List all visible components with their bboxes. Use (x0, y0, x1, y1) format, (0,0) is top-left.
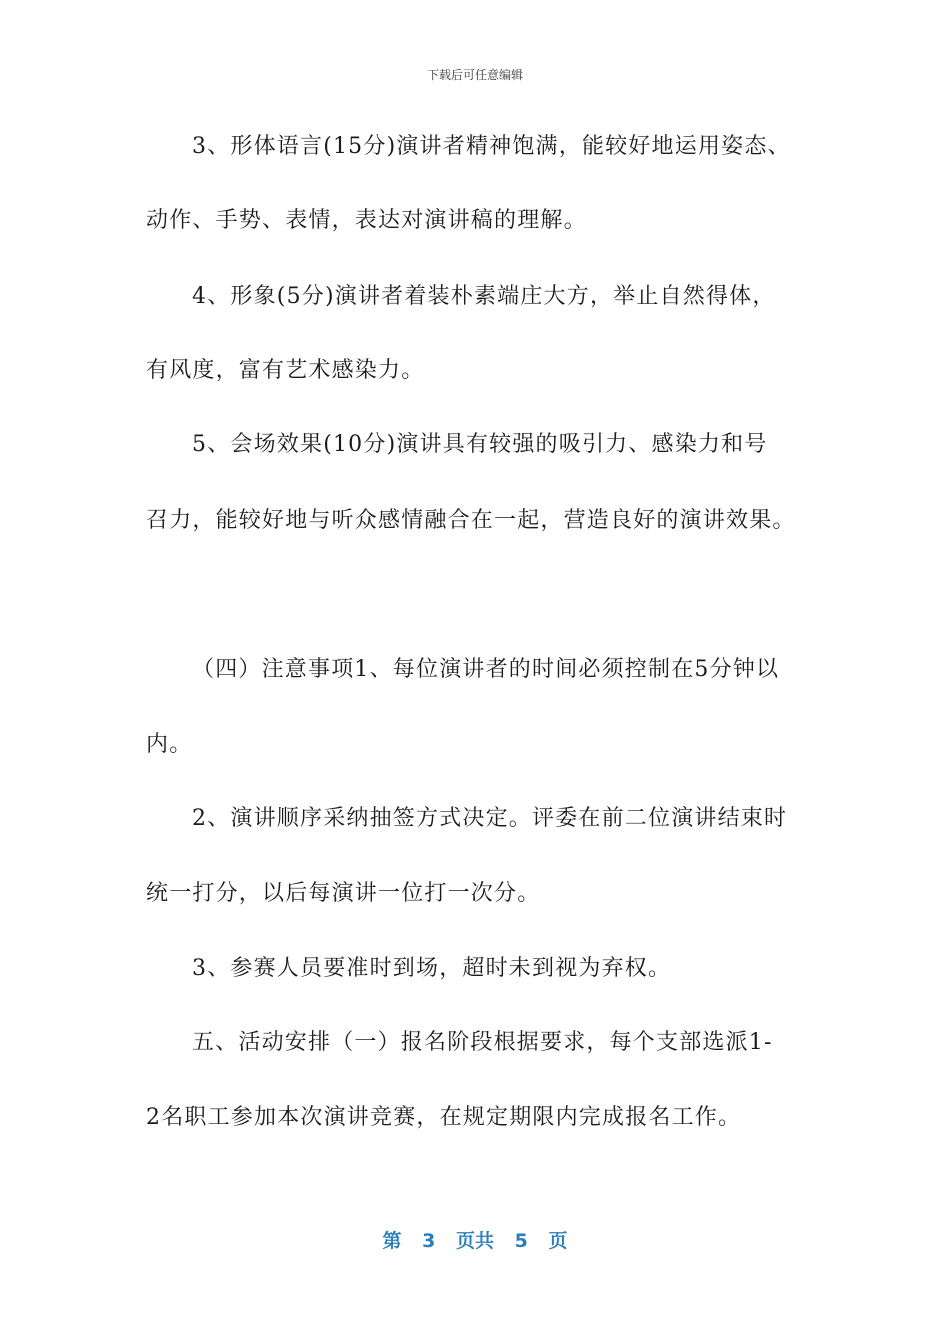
body-line: 统一打分，以后每演讲一位打一次分。 (146, 881, 541, 906)
body-line: 5、会场效果(10分)演讲具有较强的吸引力、感染力和号 (192, 432, 768, 457)
body-line: 内。 (146, 732, 193, 757)
body-line: 3、参赛人员要准时到场，超时未到视为弃权。 (192, 956, 672, 981)
body-line: 4、形象(5分)演讲者着装朴素端庄大方，举止自然得体， (192, 284, 776, 309)
page-number-footer: 第 3 页共 5 页 (382, 1230, 568, 1252)
body-line: 动作、手势、表情，表达对演讲稿的理解。 (146, 208, 587, 233)
body-line: 五、活动安排（一）报名阶段根据要求，每个支部选派1- (192, 1030, 773, 1055)
header-note: 下载后可任意编辑 (426, 68, 523, 82)
body-line: 有风度，富有艺术感染力。 (146, 358, 425, 383)
body-line: 3、形体语言(15分)演讲者精神饱满，能较好地运用姿态、 (192, 134, 791, 159)
body-line: 召力，能较好地与听众感情融合在一起，营造良好的演讲效果。 (146, 508, 796, 533)
body-line: （四）注意事项1、每位演讲者的时间必须控制在5分钟以 (192, 657, 780, 682)
body-line: 2、演讲顺序采纳抽签方式决定。评委在前二位演讲结束时 (192, 806, 788, 831)
body-line: 2名职工参加本次演讲竞赛，在规定期限内完成报名工作。 (146, 1105, 742, 1130)
